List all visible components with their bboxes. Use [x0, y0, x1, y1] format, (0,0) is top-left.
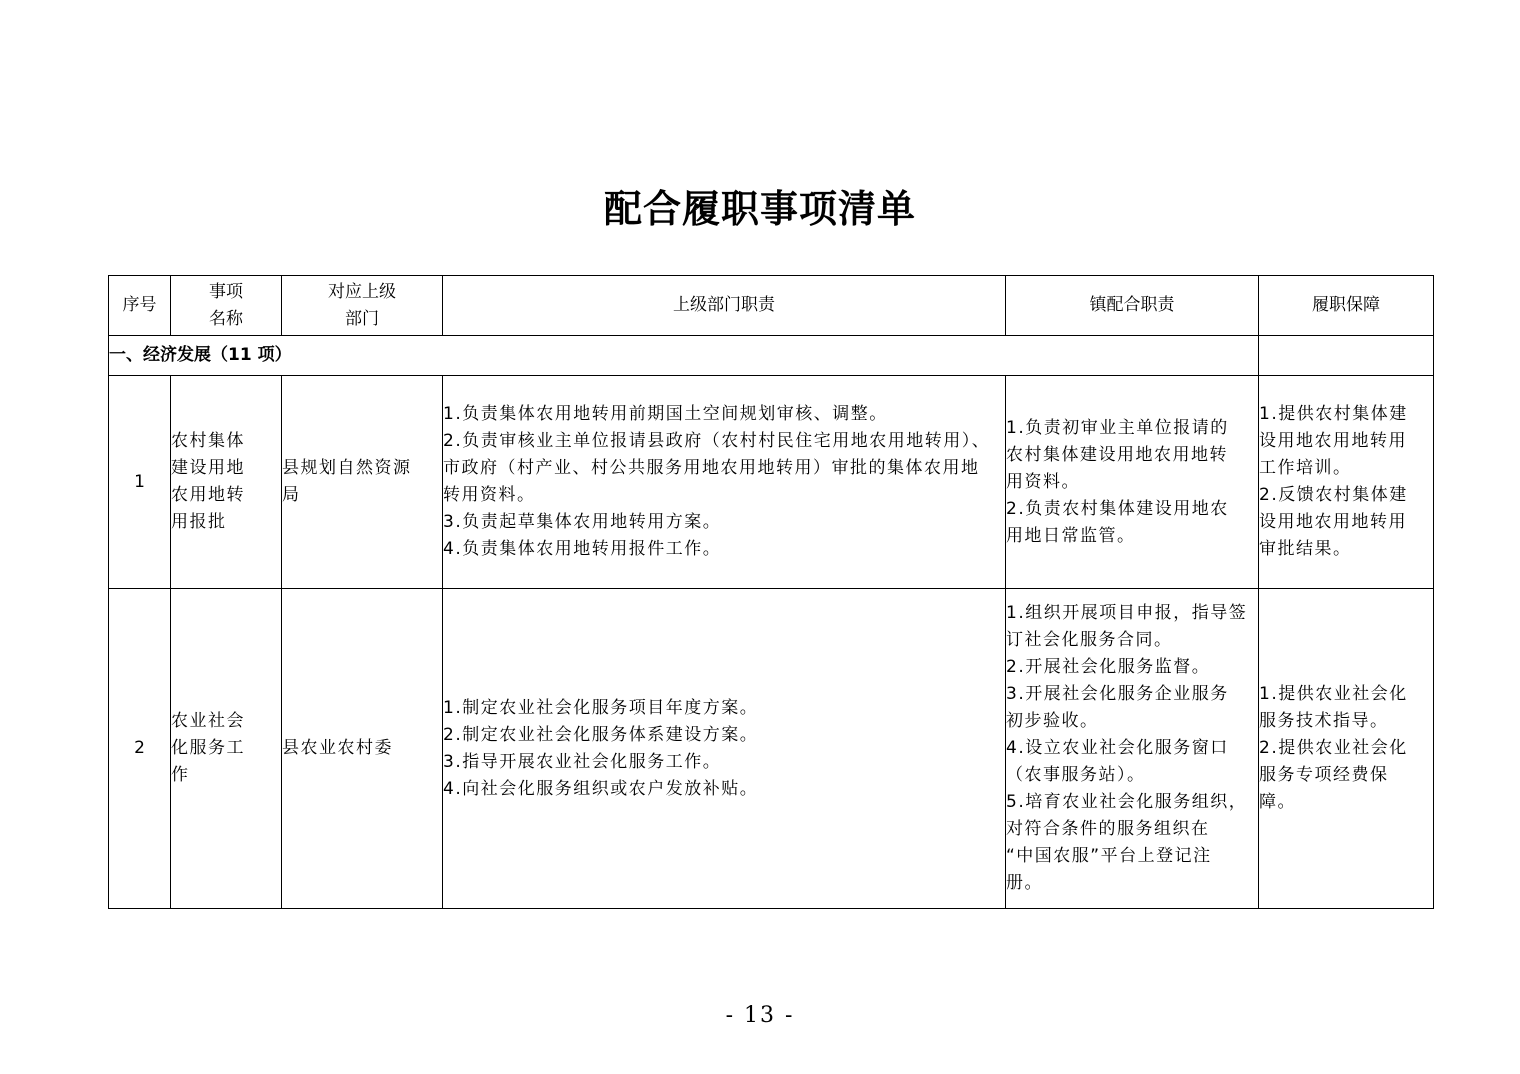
table-row [109, 589, 1434, 909]
row-item-name [171, 589, 282, 909]
text-line: 4.负责集体农用地转用报件工作。 [443, 539, 722, 559]
text-line: 农村集体建设用地农用地转 [1006, 444, 1228, 465]
text-line: 服务技术指导。 [1259, 711, 1389, 731]
text-line: 4.设立农业社会化服务窗口 [1006, 738, 1229, 758]
row-dept [282, 376, 443, 589]
text-line: 1.提供农业社会化 [1259, 684, 1408, 704]
row-seq: 1 [109, 376, 171, 589]
row-town-duty [1006, 589, 1259, 909]
header-item-name [171, 276, 282, 336]
text-line: 1.组织开展项目申报，指导签 [1006, 603, 1248, 623]
section-empty-cell [1259, 336, 1434, 376]
text-line: 初步验收。 [1006, 711, 1099, 731]
section-title: 一、经济发展（11 项） [109, 336, 1259, 376]
text-line: 2.开展社会化服务监督。 [1006, 657, 1211, 677]
text-line: 1.提供农村集体建 [1259, 404, 1408, 424]
text-line: 县规划自然资源 [282, 458, 412, 478]
row-guarantee [1259, 376, 1434, 589]
text-line: 册。 [1006, 873, 1043, 893]
row-item-name [171, 376, 282, 589]
text-line: 3.开展社会化服务企业服务 [1006, 684, 1229, 704]
header-dept [282, 276, 443, 336]
text-line: （农事服务站）。 [1006, 765, 1146, 785]
header-row [109, 276, 1434, 336]
header-dept-line: 对应上级 [328, 281, 396, 302]
text-line: 3.指导开展农业社会化服务工作。 [443, 751, 722, 772]
section-row [109, 336, 1434, 376]
text-line: 3.负责起草集体农用地转用方案。 [443, 512, 722, 532]
text-line: 县农业农村委 [282, 738, 393, 758]
text-line: 市政府（村产业、村公共服务用地农用地转用）审批的集体农用地 [443, 458, 980, 478]
header-guarantee: 履职保障 [1259, 276, 1434, 336]
header-item-name-line: 事项 [209, 281, 243, 302]
text-line: 5.培育农业社会化服务组织， [1006, 792, 1248, 812]
text-line: 工作培训。 [1259, 458, 1352, 478]
text-line: 农用地转 [171, 485, 245, 505]
text-line: 服务专项经费保 [1259, 765, 1389, 785]
text-line: 2.提供农业社会化 [1259, 738, 1408, 758]
text-line: 设用地农用地转用 [1259, 512, 1407, 532]
text-line: 4.向社会化服务组织或农户发放补贴。 [443, 778, 759, 799]
text-line: 用地日常监管。 [1006, 525, 1136, 546]
header-seq: 序号 [109, 276, 171, 336]
text-line: 化服务工 [171, 738, 245, 758]
duty-table [108, 275, 1434, 909]
text-line: 建设用地 [171, 458, 245, 478]
text-line: “中国农服”平台上登记注 [1006, 846, 1212, 866]
text-line: 农业社会 [171, 711, 245, 731]
text-line: 1.负责初审业主单位报请的 [1006, 417, 1229, 438]
text-line: 用报批 [171, 512, 227, 532]
text-line: 2.负责审核业主单位报请县政府（农村村民住宅用地农用地转用）、 [443, 431, 991, 451]
text-line: 设用地农用地转用 [1259, 431, 1407, 451]
row-guarantee [1259, 589, 1434, 909]
text-line: 1.负责集体农用地转用前期国土空间规划审核、调整。 [443, 404, 888, 424]
table-row [109, 376, 1434, 589]
header-item-name-line: 名称 [209, 308, 243, 329]
text-line: 转用资料。 [443, 485, 536, 505]
text-line: 审批结果。 [1259, 539, 1352, 559]
row-dept [282, 589, 443, 909]
text-line: 农村集体 [171, 431, 245, 451]
text-line: 用资料。 [1006, 471, 1080, 492]
text-line: 局 [282, 485, 301, 505]
row-upper-duty [443, 589, 1006, 909]
text-line: 作 [171, 765, 190, 785]
text-line: 1.制定农业社会化服务项目年度方案。 [443, 697, 759, 718]
text-line: 2.反馈农村集体建 [1259, 485, 1408, 505]
row-town-duty [1006, 376, 1259, 589]
header-town-duty: 镇配合职责 [1006, 276, 1259, 336]
text-line: 2.负责农村集体建设用地农 [1006, 498, 1229, 519]
text-line: 2.制定农业社会化服务体系建设方案。 [443, 724, 759, 745]
page-title: 配合履职事项清单 [603, 186, 916, 231]
row-seq: 2 [109, 589, 171, 909]
text-line: 订社会化服务合同。 [1006, 630, 1173, 650]
header-dept-line: 部门 [345, 308, 379, 329]
text-line: 障。 [1259, 792, 1296, 812]
header-upper-duty: 上级部门职责 [443, 276, 1006, 336]
page-number: - 13 - [725, 1003, 795, 1028]
text-line: 对符合条件的服务组织在 [1006, 819, 1210, 839]
row-upper-duty [443, 376, 1006, 589]
